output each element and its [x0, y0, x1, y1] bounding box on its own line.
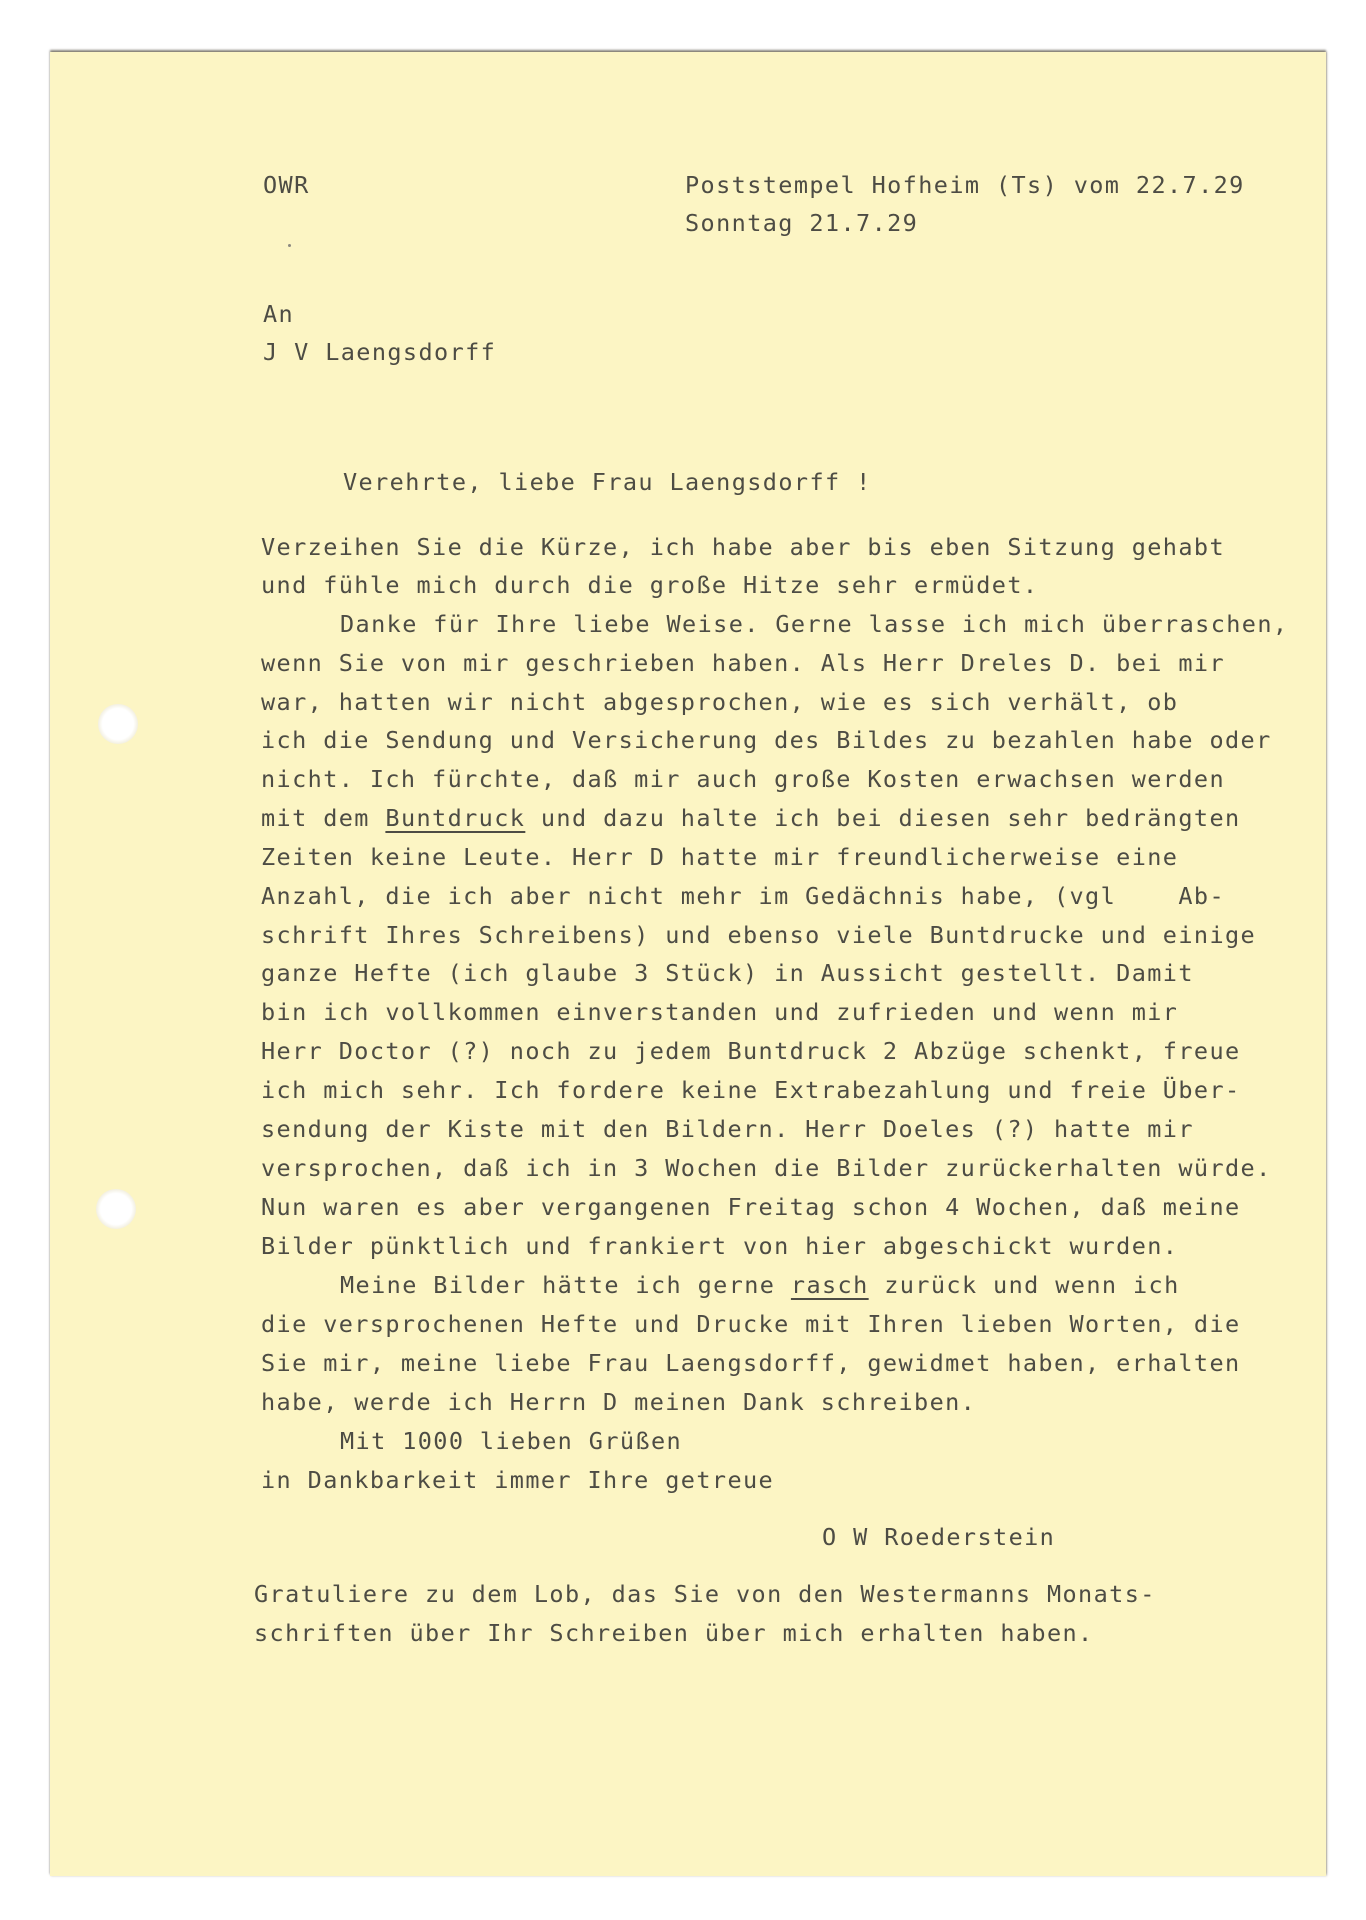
body-line-20-start: Meine Bilder hätte ich gerne: [340, 1271, 791, 1299]
salutation: Verehrte, liebe Frau Laengsdorff !: [343, 468, 872, 496]
recipient-name: J V Laengsdorff: [263, 338, 497, 366]
body-line-1: Verzeihen Sie die Kürze, ich habe aber bis eben Sitzung gehabt: [261, 533, 1225, 561]
recipient-label: An: [263, 300, 295, 328]
closing-line-1: Mit 1000 lieben Grüßen: [340, 1427, 683, 1455]
body-line-16: sendung der Kiste mit den Bildern. Herr Doeles (?) hatte mir: [261, 1115, 1194, 1143]
body-line-10: Anzahl, die ich aber nicht mehr im Gedächnis habe, (vgl Ab-: [261, 882, 1225, 910]
body-line-17: versprochen, daß ich in 3 Wochen die Bilder zurückerhalten würde.: [261, 1154, 1272, 1182]
body-line-6: ich die Sendung und Versicherung des Bildes zu bezahlen habe oder: [261, 726, 1272, 754]
body-line-13: bin ich vollkommen einverstanden und zufrieden und wenn mir: [261, 998, 1179, 1026]
body-line-3: Danke für Ihre liebe Weise. Gerne lasse ich mich überraschen,: [340, 610, 1289, 638]
body-line-15: ich mich sehr. Ich fordere keine Extrabezahlung und freie Über-: [261, 1076, 1241, 1104]
body-line-21: die versprochenen Hefte und Drucke mit Ihren lieben Worten, die: [261, 1310, 1241, 1338]
body-line-19: Bilder pünktlich und frankiert von hier abgeschickt wurden.: [261, 1232, 1179, 1260]
underlined-buntdruck: Buntdruck: [385, 804, 526, 832]
letter-page: [50, 52, 1326, 1876]
ink-speck: [288, 244, 291, 247]
punch-hole-top: [98, 704, 138, 744]
punch-hole-bottom: [96, 1189, 136, 1229]
postmark-line: Poststempel Hofheim (Ts) vom 22.7.29: [685, 171, 1245, 199]
body-line-14: Herr Doctor (?) noch zu jedem Buntdruck 2 Abzüge schenkt, freue: [261, 1037, 1241, 1065]
closing-line-2: in Dankbarkeit immer Ihre getreue: [261, 1466, 775, 1494]
body-line-11: schrift Ihres Schreibens) und ebenso viele Buntdrucke und einige: [261, 921, 1257, 949]
underlined-rasch: rasch: [790, 1271, 869, 1299]
body-line-23: habe, werde ich Herrn D meinen Dank schreiben.: [261, 1388, 977, 1416]
body-line-12: ganze Hefte (ich glaube 3 Stück) in Aussicht gestellt. Damit: [261, 959, 1194, 987]
postscript-line-1: Gratuliere zu dem Lob, das Sie von den Westermanns Monats-: [254, 1580, 1156, 1608]
body-line-8-end: und dazu halte ich bei diesen sehr bedrängten: [525, 804, 1241, 832]
body-line-4: wenn Sie von mir geschrieben haben. Als Herr Dreles D. bei mir: [261, 649, 1225, 677]
body-line-22: Sie mir, meine liebe Frau Laengsdorff, gewidmet haben, erhalten: [261, 1349, 1241, 1377]
body-line-9: Zeiten keine Leute. Herr D hatte mir freundlicherweise eine: [261, 843, 1179, 871]
body-line-8: [261, 804, 1241, 832]
body-line-5: war, hatten wir nicht abgesprochen, wie es sich verhält, ob: [261, 688, 1179, 716]
body-line-20: [340, 1271, 1180, 1299]
letter-date: Sonntag 21.7.29: [685, 209, 919, 237]
body-line-2: und fühle mich durch die große Hitze sehr ermüdet.: [261, 571, 1039, 599]
sender-initials: OWR: [263, 171, 310, 199]
signature: O W Roederstein: [822, 1523, 1056, 1551]
body-line-8-start: mit dem: [261, 804, 386, 832]
body-line-20-end: zurück und wenn ich: [868, 1271, 1180, 1299]
body-line-18: Nun waren es aber vergangenen Freitag schon 4 Wochen, daß meine: [261, 1193, 1241, 1221]
body-line-7: nicht. Ich fürchte, daß mir auch große Kosten erwachsen werden: [261, 765, 1225, 793]
postscript-line-2: schriften über Ihr Schreiben über mich erhalten haben.: [254, 1619, 1094, 1647]
